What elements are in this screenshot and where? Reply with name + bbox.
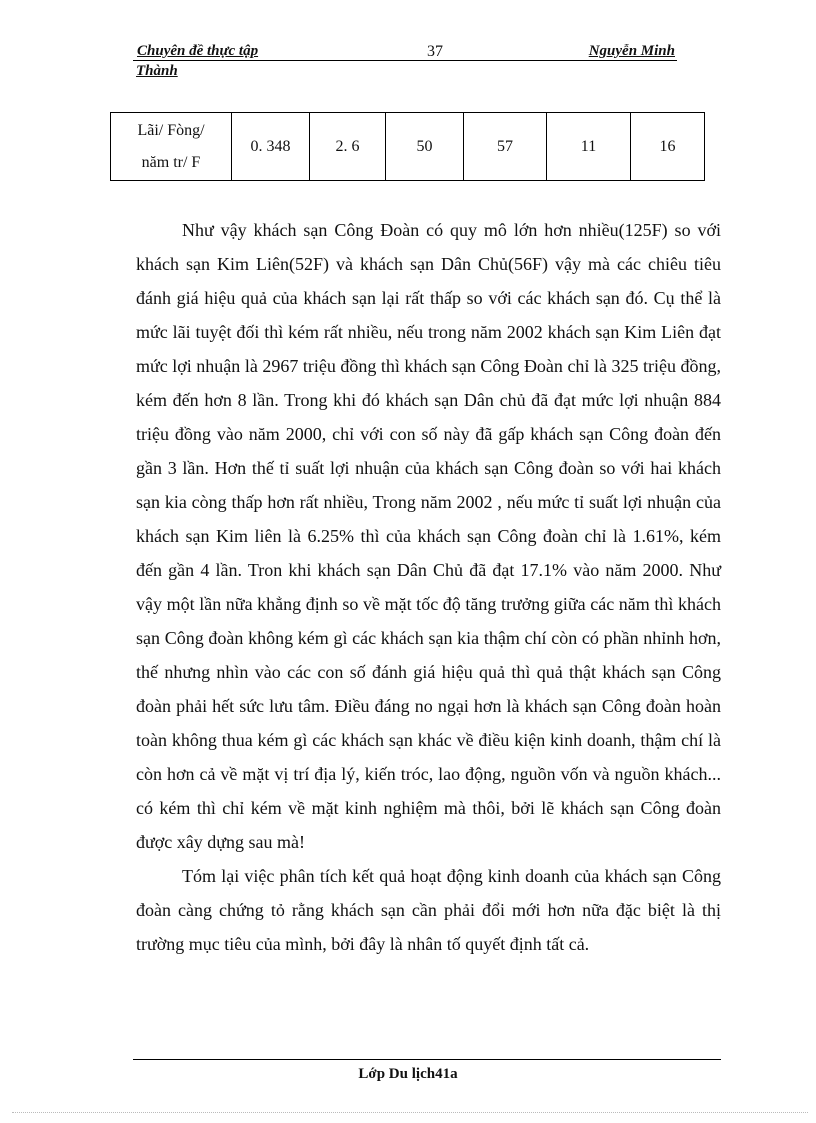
profit-table xyxy=(110,112,705,181)
table-cell: 16 xyxy=(631,113,705,181)
table-cell: 2. 6 xyxy=(310,113,386,181)
header-author: Nguyễn Minh xyxy=(588,43,675,59)
paragraph-analysis: Như vậy khách sạn Công Đoàn có quy mô lớn hơn nhiều(125F) so với khách sạn Kim Liên(52F) và khách sạn Dân Chủ(56F) vậy mà các chiêu tiêu đánh giá hiệu quả của khách sạn lại rất thấp so với các khách sạn đó. Cụ thể là mức lãi tuyệt đối thì kém rất nhiều, nếu trong năm 2002 khách sạn Kim Liên đạt mức lợi nhuận là 2967 triệu đồng thì khách sạn Công Đoàn chỉ là 325 triệu đồng, kém đến hơn 8 lần. Trong khi đó khách sạn Dân chủ đã đạt mức lợi nhuận 884 triệu đồng vào năm 2000, chỉ với con số này đã gấp khách sạn Công đoàn đến gần 3 lần. Hơn thế tỉ suất lợi nhuận của khách sạn Công đoàn so với hai khách sạn kia còng thấp hơn rất nhiều, Trong năm 2002 , nếu mức tỉ suất lợi nhuận của khách sạn Kim liên là 6.25% thì của khách sạn Công đoàn chỉ là 1.61%, kém đến gần 4 lần. Tron khi khách sạn Dân Chủ đã đạt 17.1% vào năm 2000. Như vậy một lần nữa khẳng định so về mặt tốc độ tăng trưởng giữa các năm thì khách sạn Công đoàn không kém gì các khách sạn kia thậm chí còn có phần nhỉnh hơn, thế nhưng nhìn vào các con số đánh giá hiệu quả thì quả thật khách sạn Công đoàn phải hết sức lưu tâm. Điều đáng no ngại hơn là khách sạn Công đoàn hoàn toàn không thua kém gì các khách sạn khác về điều kiện kinh doanh, thậm chí là còn hơn cả về mặt vị trí địa lý, kiến tróc, lao động, nguồn vốn và nguồn khách... có kém thì chỉ kém về mặt kinh nghiệm mà thôi, bởi lẽ khách sạn Công đoàn được xây dựng sau mà! xyxy=(136,220,721,852)
row-label-cell xyxy=(111,113,232,181)
footer-divider xyxy=(133,1059,721,1060)
table-cell: 57 xyxy=(464,113,547,181)
table-cell: 0. 348 xyxy=(232,113,310,181)
table-cell: 50 xyxy=(386,113,464,181)
row-label-line-2: năm tr/ F xyxy=(141,153,201,171)
page-footer: Lớp Du lịch41a xyxy=(358,1066,458,1082)
page-header xyxy=(133,42,677,61)
paragraph-conclusion: Tóm lại việc phân tích kết quả hoạt động kinh doanh của khách sạn Công đoàn càng chứng tỏ rằng khách sạn cần phải đổi mới hơn nữa đặc biệt là thị trường mục tiêu của mình, bởi đây là nhân tố quyết định tất cả. xyxy=(136,866,721,954)
header-author-continuation: Thành xyxy=(136,63,178,79)
body-text xyxy=(136,213,721,961)
page-edge-dots xyxy=(12,1112,808,1113)
table-cell: 11 xyxy=(547,113,631,181)
header-title: Chuyên đề thực tập xyxy=(137,43,259,59)
row-label-line-1: Lãi/ Fòng/ xyxy=(137,121,205,139)
page-number: 37 xyxy=(427,43,443,60)
table-row xyxy=(111,113,705,181)
